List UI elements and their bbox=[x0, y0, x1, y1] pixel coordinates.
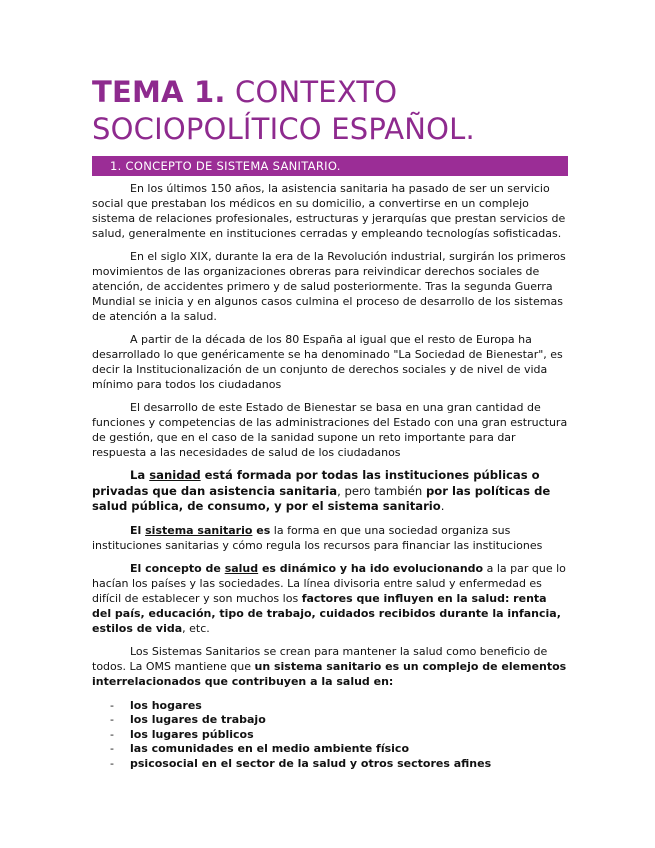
list-marker: - bbox=[110, 727, 114, 741]
health-settings-list bbox=[110, 699, 568, 772]
paragraph-7 bbox=[92, 561, 568, 636]
list-item bbox=[110, 713, 568, 728]
p5-d: , pero también bbox=[337, 483, 426, 498]
paragraph-5 bbox=[92, 468, 568, 515]
list-item-text: los hogares bbox=[130, 698, 202, 712]
list-item bbox=[110, 757, 568, 772]
list-marker: - bbox=[110, 713, 114, 726]
title-number: TEMA 1. bbox=[92, 75, 226, 109]
paragraph-6 bbox=[92, 523, 568, 553]
paragraph-4: El desarrollo de este Estado de Bienestar se basa en una gran cantidad de funciones y competencias de las administraciones del Estado con una gran estructura de gestión, que en el caso de la sanidad supone un reto importante para dar respuesta a las necesidades de salud de los ciudadanos bbox=[92, 401, 568, 459]
p8-b: un sistema sanitario es un complejo de elementos interrelacionados que contribuyen a la salud en: bbox=[92, 659, 567, 688]
paragraph-2: En el siglo XIX, durante la era de la Revolución industrial, surgirán los primeros movimientos de las organizaciones obreras para reivindicar derechos sociales de atención, de accidentes primero y de salud posteriormente. Tras la segunda Guerra Mundial se inicia y en algunos casos culmina el proceso de desarrollo de los sistemas de atención a la salud. bbox=[92, 250, 566, 323]
p5-e: por las políticas de salud pública, de consumo, y por el sistema sanitario bbox=[92, 483, 551, 513]
list-item bbox=[110, 699, 568, 714]
p7-d: a la par que lo hacían los países y las sociedades. La línea divisoria entre salud y enfermedad es difícil de establecer y son muchos los bbox=[92, 561, 566, 605]
p5-c: está formada por todas las instituciones públicas o privadas que dan asistencia sanitaria bbox=[92, 468, 540, 498]
list-marker: - bbox=[110, 742, 114, 755]
list-item bbox=[110, 742, 568, 757]
list-item-text: psicosocial en el sector de la salud y otros sectores afines bbox=[130, 756, 492, 770]
list-item bbox=[110, 728, 568, 743]
paragraph-8 bbox=[92, 644, 568, 689]
p7-a: El concepto de bbox=[130, 561, 225, 575]
list-item-text: las comunidades en el medio ambiente físico bbox=[130, 742, 410, 755]
p6-d: la forma en que una sociedad organiza sus instituciones sanitarias y cómo regula los recursos para financiar las instituciones bbox=[92, 523, 543, 552]
p5-f: . bbox=[440, 499, 445, 513]
p5-term-sanidad: sanidad bbox=[149, 468, 201, 482]
p8-a: Los Sistemas Sanitarios se crean para mantener la salud como beneficio de todos. La OMS mantiene que bbox=[92, 644, 548, 673]
list-item-text: los lugares de trabajo bbox=[130, 713, 266, 726]
section-heading: 1. CONCEPTO DE SISTEMA SANITARIO. bbox=[92, 156, 568, 176]
list-marker: - bbox=[110, 698, 114, 712]
paragraph-3: A partir de la década de los 80 España al igual que el resto de Europa ha desarrollado lo que genéricamente se ha denominado "La Sociedad de Bienestar", es decir la Institucionalización de un conjunto de derechos sociales y de nivel de vida mínimo para todos los ciudadanos bbox=[92, 333, 563, 391]
p7-e: factores que influyen en la salud: renta del país, educación, tipo de trabajo, cuidados recibidos durante la infancia, estilos de vida bbox=[92, 591, 561, 635]
p6-c: es bbox=[252, 523, 271, 537]
page-title bbox=[92, 74, 612, 148]
paragraph-1: En los últimos 150 años, la asistencia sanitaria ha pasado de ser un servicio social que prestaban los médicos en su domicilio, a convertirse en un complejo sistema de relaciones profesionales, estructuras y jerarquías que prestan servicios de salud, generalmente en instituciones cerradas y empleando tecnologías sofisticadas. bbox=[92, 182, 566, 240]
p7-f: , etc. bbox=[182, 621, 210, 635]
title-text: CONTEXTO SOCIOPOLÍTICO ESPAÑOL. bbox=[92, 75, 475, 146]
p7-term-salud: salud bbox=[224, 561, 259, 575]
p7-c: es dinámico y ha ido evolucionando bbox=[258, 561, 484, 575]
list-item-text: los lugares públicos bbox=[130, 727, 254, 741]
p5-a: La bbox=[130, 468, 150, 482]
list-marker: - bbox=[110, 756, 114, 770]
document-body bbox=[92, 181, 568, 771]
p6-term-sistema-sanitario: sistema sanitario bbox=[145, 523, 253, 537]
p6-a: El bbox=[130, 523, 146, 537]
